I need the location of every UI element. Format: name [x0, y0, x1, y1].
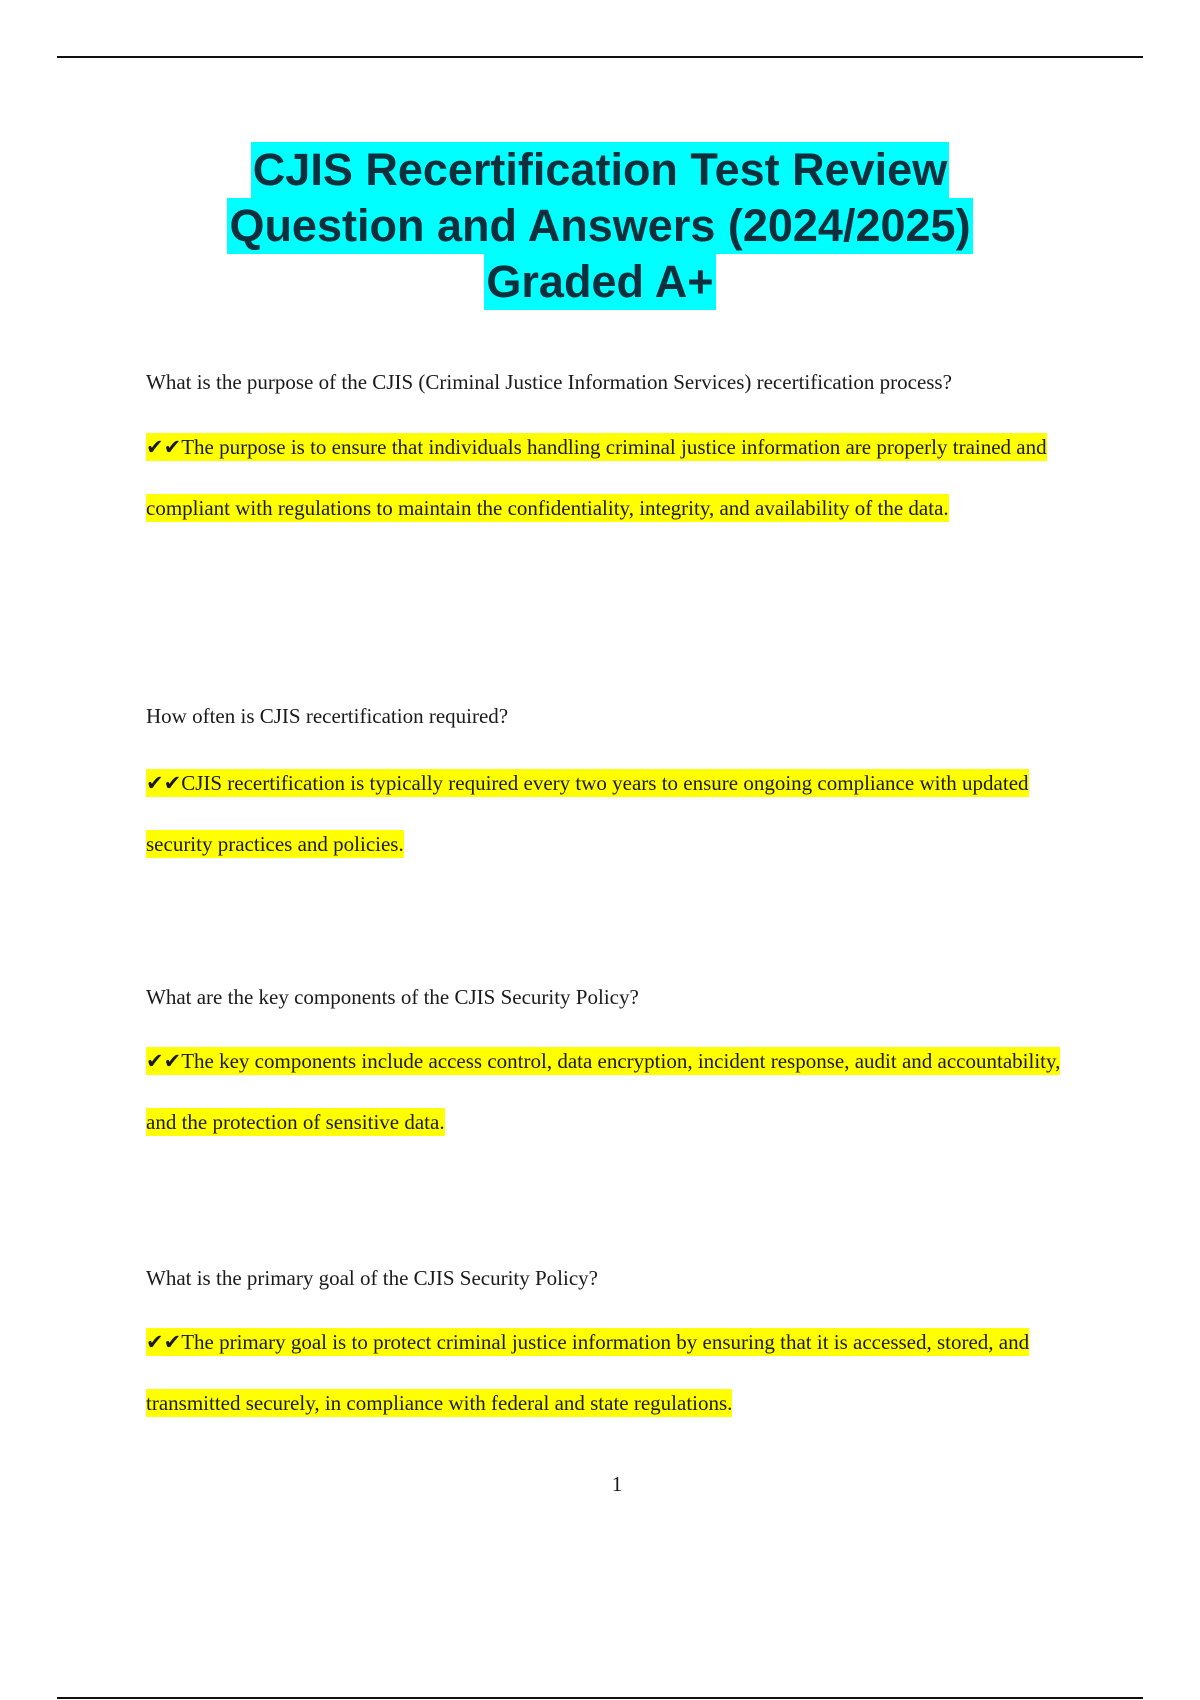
answer-1-text: ✔✔The purpose is to ensure that individuals handling criminal justice information are properly trained and compliant with regulations to maintain the confidentiality, integrity, and availability of the data.	[146, 435, 1047, 520]
title-line-3: Graded A+	[484, 254, 715, 310]
question-3: What are the key components of the CJIS Security Policy?	[146, 985, 639, 1009]
top-rule	[57, 56, 1143, 58]
question-1: What is the purpose of the CJIS (Criminal Justice Information Services) recertification process?	[146, 370, 952, 394]
qa-item-1	[146, 368, 1086, 539]
bottom-rule	[57, 1697, 1143, 1699]
answer-2	[146, 753, 1086, 875]
qa-item-4	[146, 1264, 1086, 1434]
question-2: How often is CJIS recertification required?	[146, 704, 509, 728]
qa-item-3	[146, 983, 1086, 1153]
document-title	[0, 142, 1200, 310]
title-line-2: Question and Answers (2024/2025)	[227, 198, 972, 254]
answer-3-text: ✔✔The key components include access control, data encryption, incident response, audit and accountability, and the protection of sensitive data.	[146, 1049, 1061, 1134]
answer-4	[146, 1312, 1086, 1434]
answer-4-text: ✔✔The primary goal is to protect criminal justice information by ensuring that it is accessed, stored, and transmitted securely, in compliance with federal and state regulations.	[146, 1330, 1030, 1415]
title-line-1: CJIS Recertification Test Review	[251, 142, 949, 198]
answer-2-text: ✔✔CJIS recertification is typically required every two years to ensure ongoing compliance with updated security practices and policies.	[146, 771, 1029, 856]
answer-3	[146, 1031, 1086, 1153]
question-4: What is the primary goal of the CJIS Security Policy?	[146, 1266, 598, 1290]
page-number: 1	[611, 1472, 623, 1496]
qa-item-2	[146, 702, 1086, 875]
answer-1	[146, 417, 1086, 539]
